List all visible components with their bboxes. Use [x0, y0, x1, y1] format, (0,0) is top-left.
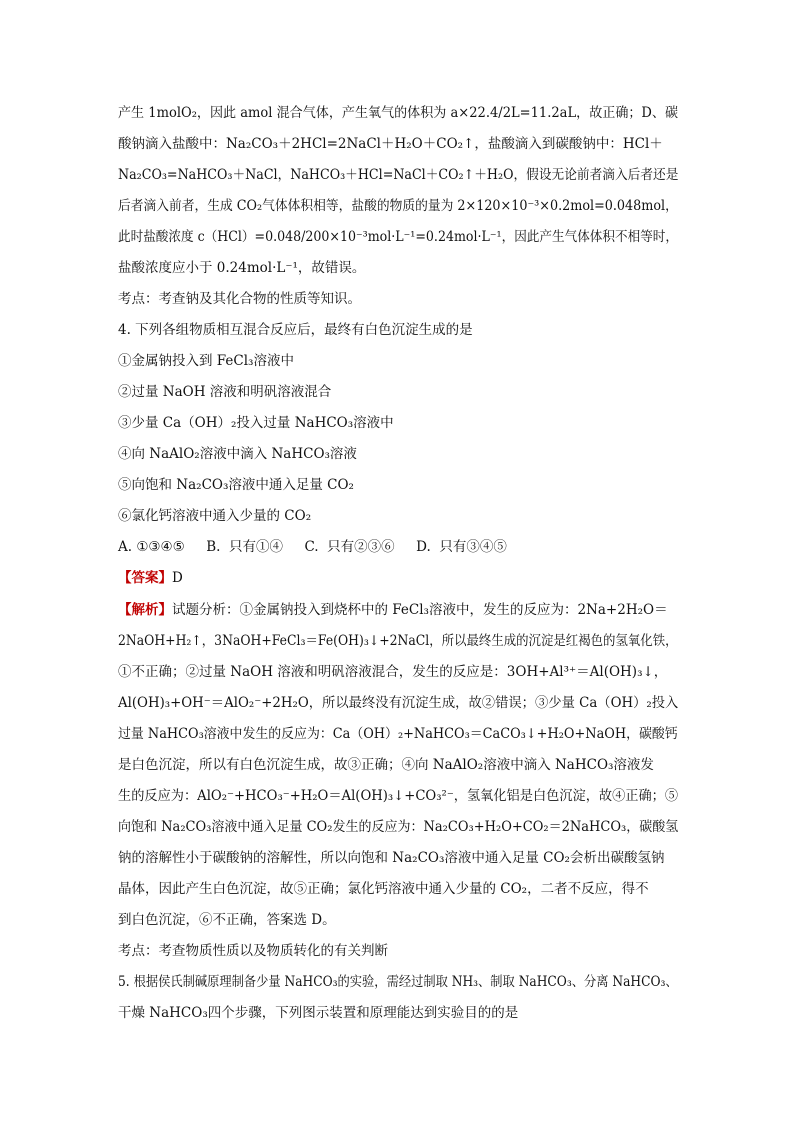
- q4-analysis-line: 到白色沉淀，⑥不正确，答案选 D。: [118, 912, 336, 928]
- q4-analysis-line: 是白色沉淀，所以有白色沉淀生成，故③正确；④向 NaAlO₂溶液中滴入 NaHCO₃溶液发: [118, 757, 654, 773]
- question-5-stem-cont: 干燥 NaHCO₃四个步骤，下列图示装置和原理能达到实验目的的是: [118, 1005, 519, 1021]
- q4-item: ①金属钠投入到 FeCl₃溶液中: [118, 353, 294, 369]
- q4-kaodian: 考点：考查物质性质以及物质转化的有关判断: [118, 943, 388, 959]
- kaodian-note: 考点：考查钠及其化合物的性质等知识。: [118, 291, 361, 307]
- analysis-line: Na₂CO₃=NaHCO₃＋NaCl，NaHCO₃＋HCl=NaCl＋CO₂↑＋H₂O，假设无论前者滴入后者还是: [118, 167, 679, 183]
- q4-answer: [118, 568, 183, 588]
- analysis-line: 酸钠滴入盐酸中：Na₂CO₃＋2HCl=2NaCl＋H₂O＋CO₂↑，盐酸滴入到碳酸钠中：HCl＋: [118, 136, 663, 152]
- question-4-stem: 4. 下列各组物质相互混合反应后，最终有白色沉淀生成的是: [118, 322, 473, 338]
- q4-options: A. ①③④⑤ B. 只有①④ C. 只有②③⑥ D. 只有③④⑤: [118, 539, 507, 555]
- answer-label: 【答案】: [118, 570, 172, 586]
- analysis-line: 后者滴入前者，生成 CO₂气体体积相等，盐酸的物质的量为 2×120×10⁻³×0.2mol=0.048mol，: [118, 198, 678, 214]
- q4-item: ④向 NaAlO₂溶液中滴入 NaHCO₃溶液: [118, 446, 357, 462]
- question-5-stem: 5. 根据侯氏制碱原理制备少量 NaHCO₃的实验，需经过制取 NH₃、制取 NaHCO₃、分离 NaHCO₃、: [118, 974, 678, 990]
- q4-item: ③少量 Ca（OH）₂投入过量 NaHCO₃溶液中: [118, 415, 394, 431]
- q4-analysis-line: 晶体，因此产生白色沉淀，故⑤正确；氯化钙溶液中通入少量的 CO₂，二者不反应，得不: [118, 881, 649, 897]
- q4-analysis-line: 生的反应为：AlO₂⁻+HCO₃⁻+H₂O＝Al(OH)₃↓+CO₃²⁻，氢氧化铝是白色沉淀，故④正确；⑤: [118, 788, 679, 804]
- q4-analysis-line: 向饱和 Na₂CO₃溶液中通入足量 CO₂发生的反应为：Na₂CO₃+H₂O+CO₂＝2NaHCO₃，碳酸氢: [118, 819, 679, 835]
- q4-analysis-line: 2NaOH+H₂↑，3NaOH+FeCl₃＝Fe(OH)₃↓+2NaCl，所以最终生成的沉淀是红褐色的氢氧化铁，: [118, 633, 678, 649]
- q4-analysis-first: [118, 600, 668, 620]
- q4-item: ⑤向饱和 Na₂CO₃溶液中通入足量 CO₂: [118, 477, 354, 493]
- analysis-line: 盐酸浓度应小于 0.24mol·L⁻¹，故错误。: [118, 260, 366, 276]
- analysis-line: 产生 1molO₂，因此 amol 混合气体，产生氧气的体积为 a×22.4/2L=11.2aL，故正确；D、碳: [118, 105, 679, 121]
- analysis-line: 此时盐酸浓度 c（HCl）=0.048/200×10⁻³mol·L⁻¹=0.24mol·L⁻¹，因此产生气体体积不相等时，: [118, 229, 679, 245]
- q4-item: ②过量 NaOH 溶液和明矾溶液混合: [118, 384, 332, 400]
- q4-analysis-line: Al(OH)₃+OH⁻＝AlO₂⁻+2H₂O，所以最终没有沉淀生成，故②错误；③少量 Ca（OH）₂投入: [118, 695, 679, 711]
- q4-analysis-line: 过量 NaHCO₃溶液中发生的反应为：Ca（OH）₂+NaHCO₃＝CaCO₃↓+H₂O+NaOH，碳酸钙: [118, 726, 678, 742]
- q4-analysis-line: 钠的溶解性小于碳酸钠的溶解性，所以向饱和 Na₂CO₃溶液中通入足量 CO₂会析出碳酸氢钠: [118, 850, 665, 866]
- answer-value: D: [172, 570, 183, 586]
- q4-item: ⑥氯化钙溶液中通入少量的 CO₂: [118, 508, 312, 524]
- analysis-text: 试题分析：①金属钠投入到烧杯中的 FeCl₃溶液中，发生的反应为：2Na+2H₂O＝: [172, 602, 668, 618]
- q4-analysis-line: ①不正确；②过量 NaOH 溶液和明矾溶液混合，发生的反应是：3OH+Al³⁺＝Al(OH)₃↓，: [118, 664, 668, 680]
- analysis-label: 【解析】: [118, 602, 172, 618]
